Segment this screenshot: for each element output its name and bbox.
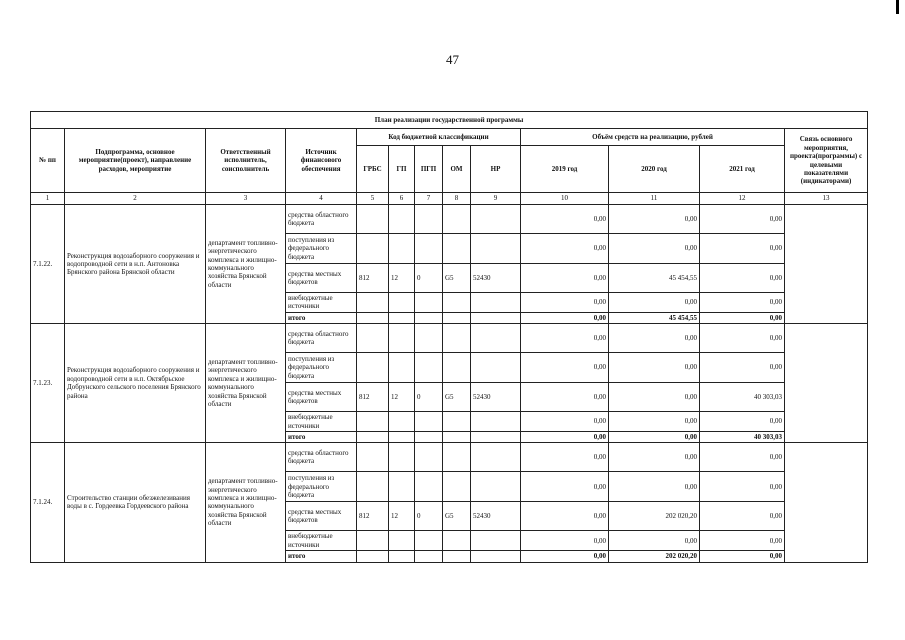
code-np: 52430 [471, 502, 521, 531]
code-cell [471, 431, 521, 442]
amount-2019: 0,00 [521, 551, 609, 562]
responsible-executor: департамент топливно-энергетического комплекса и жилищно-коммунального хозяйства Брянской области [206, 324, 286, 443]
code-cell [443, 293, 471, 313]
amount-2020: 0,00 [609, 324, 700, 353]
funding-source: поступления из федерального бюджета [286, 353, 357, 383]
indicator-link [785, 205, 868, 324]
code-cell [471, 443, 521, 472]
funding-source: средства местных бюджетов [286, 383, 357, 412]
code-gp: 12 [389, 264, 415, 293]
amount-2020: 0,00 [609, 353, 700, 383]
amount-2021: 40 303,03 [700, 431, 785, 442]
code-cell [443, 234, 471, 264]
code-cell [471, 353, 521, 383]
header-np: НР [471, 146, 521, 193]
funding-source: средства местных бюджетов [286, 264, 357, 293]
code-cell [415, 472, 443, 502]
amount-2021: 0,00 [700, 502, 785, 531]
item-name: Реконструкция водозаборного сооружения и водопроводной сети в н.п. Антоновка Брянского района Брянской области [65, 205, 206, 324]
column-number-row [31, 193, 868, 205]
code-cell [415, 324, 443, 353]
amount-2021: 0,00 [700, 531, 785, 551]
code-cell [443, 412, 471, 432]
code-cell [471, 205, 521, 234]
funding-source: внебюджетные источники [286, 412, 357, 432]
col-number: 6 [389, 193, 415, 205]
source-row [31, 205, 868, 234]
code-cell [389, 312, 415, 323]
code-cell [389, 234, 415, 264]
code-pgp: 0 [415, 502, 443, 531]
indicator-link [785, 324, 868, 443]
item-name: Реконструкция водозаборного сооружения и водопроводной сети в н.п. Октябрьское Добрунского сельского поселения Брянского района [65, 324, 206, 443]
code-np: 52430 [471, 383, 521, 412]
code-cell [443, 443, 471, 472]
header-responsible: Ответственный исполнитель, соисполнитель [206, 129, 286, 193]
amount-2019: 0,00 [521, 383, 609, 412]
code-gp: 12 [389, 383, 415, 412]
amount-2021: 0,00 [700, 551, 785, 562]
funding-source: средства областного бюджета [286, 324, 357, 353]
code-cell [443, 324, 471, 353]
scan-edge-mark [896, 0, 899, 14]
code-cell [389, 531, 415, 551]
code-grbs: 812 [357, 264, 389, 293]
amount-2020: 0,00 [609, 293, 700, 313]
code-cell [443, 205, 471, 234]
page-number: 47 [446, 52, 459, 67]
col-number: 12 [700, 193, 785, 205]
amount-2020: 0,00 [609, 531, 700, 551]
code-cell [443, 353, 471, 383]
code-cell [415, 353, 443, 383]
funding-source: внебюджетные источники [286, 293, 357, 313]
code-cell [415, 412, 443, 432]
code-grbs: 812 [357, 383, 389, 412]
amount-2021: 0,00 [700, 412, 785, 432]
code-cell [357, 431, 389, 442]
code-cell [443, 431, 471, 442]
header-subprogram: Подпрограмма, основное мероприятие(проект), направление расходов, мероприятие [65, 129, 206, 193]
code-cell [471, 551, 521, 562]
amount-2021: 0,00 [700, 234, 785, 264]
col-number: 10 [521, 193, 609, 205]
code-cell [357, 312, 389, 323]
code-cell [415, 293, 443, 313]
amount-2020: 0,00 [609, 383, 700, 412]
amount-2019: 0,00 [521, 431, 609, 442]
col-number: 1 [31, 193, 65, 205]
code-gp: 12 [389, 502, 415, 531]
amount-2020: 202 020,20 [609, 502, 700, 531]
code-cell [443, 531, 471, 551]
col-number: 13 [785, 193, 868, 205]
code-cell [357, 412, 389, 432]
code-cell [357, 324, 389, 353]
amount-2020: 0,00 [609, 234, 700, 264]
item-number: 7.1.23. [31, 324, 65, 443]
code-cell [357, 234, 389, 264]
col-number: 3 [206, 193, 286, 205]
code-cell [357, 443, 389, 472]
code-cell [415, 551, 443, 562]
code-cell [357, 353, 389, 383]
header-2021: 2021 год [700, 146, 785, 193]
code-grbs: 812 [357, 502, 389, 531]
item-number: 7.1.24. [31, 443, 65, 562]
header-volume: Объём средств на реализацию, рублей [521, 129, 785, 146]
col-number: 7 [415, 193, 443, 205]
item-name: Строительство станции обезжелезивания воды в с. Гордеевка Гордеевского района [65, 443, 206, 562]
amount-2021: 40 303,03 [700, 383, 785, 412]
amount-2021: 0,00 [700, 353, 785, 383]
code-cell [415, 234, 443, 264]
funding-source: внебюджетные источники [286, 531, 357, 551]
code-cell [471, 324, 521, 353]
code-cell [389, 551, 415, 562]
amount-2019: 0,00 [521, 502, 609, 531]
funding-source: итого [286, 431, 357, 442]
code-om: G5 [443, 502, 471, 531]
item-number: 7.1.22. [31, 205, 65, 324]
code-cell [389, 431, 415, 442]
amount-2020: 202 020,20 [609, 551, 700, 562]
code-cell [443, 472, 471, 502]
code-cell [471, 472, 521, 502]
program-plan-table [30, 111, 868, 563]
amount-2019: 0,00 [521, 205, 609, 234]
col-number: 4 [286, 193, 357, 205]
amount-2019: 0,00 [521, 472, 609, 502]
col-number: 2 [65, 193, 206, 205]
code-cell [389, 412, 415, 432]
amount-2019: 0,00 [521, 264, 609, 293]
amount-2021: 0,00 [700, 472, 785, 502]
code-cell [389, 293, 415, 313]
code-cell [471, 312, 521, 323]
code-cell [415, 431, 443, 442]
amount-2021: 0,00 [700, 264, 785, 293]
code-pgp: 0 [415, 264, 443, 293]
code-cell [471, 293, 521, 313]
amount-2019: 0,00 [521, 324, 609, 353]
header-budget-code: Код бюджетной классификации [357, 129, 521, 146]
amount-2021: 0,00 [700, 293, 785, 313]
funding-source: итого [286, 551, 357, 562]
funding-source: поступления из федерального бюджета [286, 234, 357, 264]
code-cell [389, 324, 415, 353]
responsible-executor: департамент топливно-энергетического комплекса и жилищно-коммунального хозяйства Брянской области [206, 443, 286, 562]
funding-source: поступления из федерального бюджета [286, 472, 357, 502]
header-pgp: ПГП [415, 146, 443, 193]
amount-2021: 0,00 [700, 205, 785, 234]
source-row [31, 443, 868, 472]
code-cell [357, 472, 389, 502]
header-om: ОМ [443, 146, 471, 193]
code-cell [357, 205, 389, 234]
code-pgp: 0 [415, 383, 443, 412]
code-cell [415, 312, 443, 323]
header-gp: ГП [389, 146, 415, 193]
code-cell [415, 205, 443, 234]
code-cell [357, 531, 389, 551]
amount-2019: 0,00 [521, 293, 609, 313]
code-cell [389, 353, 415, 383]
amount-2019: 0,00 [521, 312, 609, 323]
amount-2020: 45 454,55 [609, 264, 700, 293]
amount-2019: 0,00 [521, 531, 609, 551]
code-cell [443, 312, 471, 323]
amount-2021: 0,00 [700, 443, 785, 472]
code-cell [389, 472, 415, 502]
code-cell [389, 443, 415, 472]
amount-2020: 0,00 [609, 205, 700, 234]
header-no: № пп [31, 129, 65, 193]
code-cell [443, 551, 471, 562]
code-cell [471, 234, 521, 264]
code-np: 52430 [471, 264, 521, 293]
code-cell [357, 551, 389, 562]
amount-2021: 0,00 [700, 324, 785, 353]
header-link: Связь основного мероприятия, проекта(программы) с целевыми показателями (индикаторами) [785, 129, 868, 193]
amount-2020: 0,00 [609, 431, 700, 442]
code-om: G5 [443, 264, 471, 293]
funding-source: средства местных бюджетов [286, 502, 357, 531]
header-2020: 2020 год [609, 146, 700, 193]
indicator-link [785, 443, 868, 562]
source-row [31, 324, 868, 353]
code-cell [415, 531, 443, 551]
amount-2020: 0,00 [609, 472, 700, 502]
amount-2019: 0,00 [521, 234, 609, 264]
header-source: Источник финансового обеспечения [286, 129, 357, 193]
table-title: План реализации государственной программы [31, 112, 868, 129]
code-cell [357, 293, 389, 313]
amount-2019: 0,00 [521, 412, 609, 432]
code-cell [471, 531, 521, 551]
funding-source: итого [286, 312, 357, 323]
col-number: 5 [357, 193, 389, 205]
amount-2019: 0,00 [521, 353, 609, 383]
col-number: 8 [443, 193, 471, 205]
amount-2020: 0,00 [609, 412, 700, 432]
responsible-executor: департамент топливно-энергетического комплекса и жилищно-коммунального хозяйства Брянской области [206, 205, 286, 324]
funding-source: средства областного бюджета [286, 443, 357, 472]
code-cell [471, 412, 521, 432]
funding-source: средства областного бюджета [286, 205, 357, 234]
code-om: G5 [443, 383, 471, 412]
amount-2021: 0,00 [700, 312, 785, 323]
amount-2020: 45 454,55 [609, 312, 700, 323]
col-number: 9 [471, 193, 521, 205]
amount-2019: 0,00 [521, 443, 609, 472]
header-grbs: ГРБС [357, 146, 389, 193]
code-cell [389, 205, 415, 234]
header-2019: 2019 год [521, 146, 609, 193]
code-cell [415, 443, 443, 472]
col-number: 11 [609, 193, 700, 205]
amount-2020: 0,00 [609, 443, 700, 472]
